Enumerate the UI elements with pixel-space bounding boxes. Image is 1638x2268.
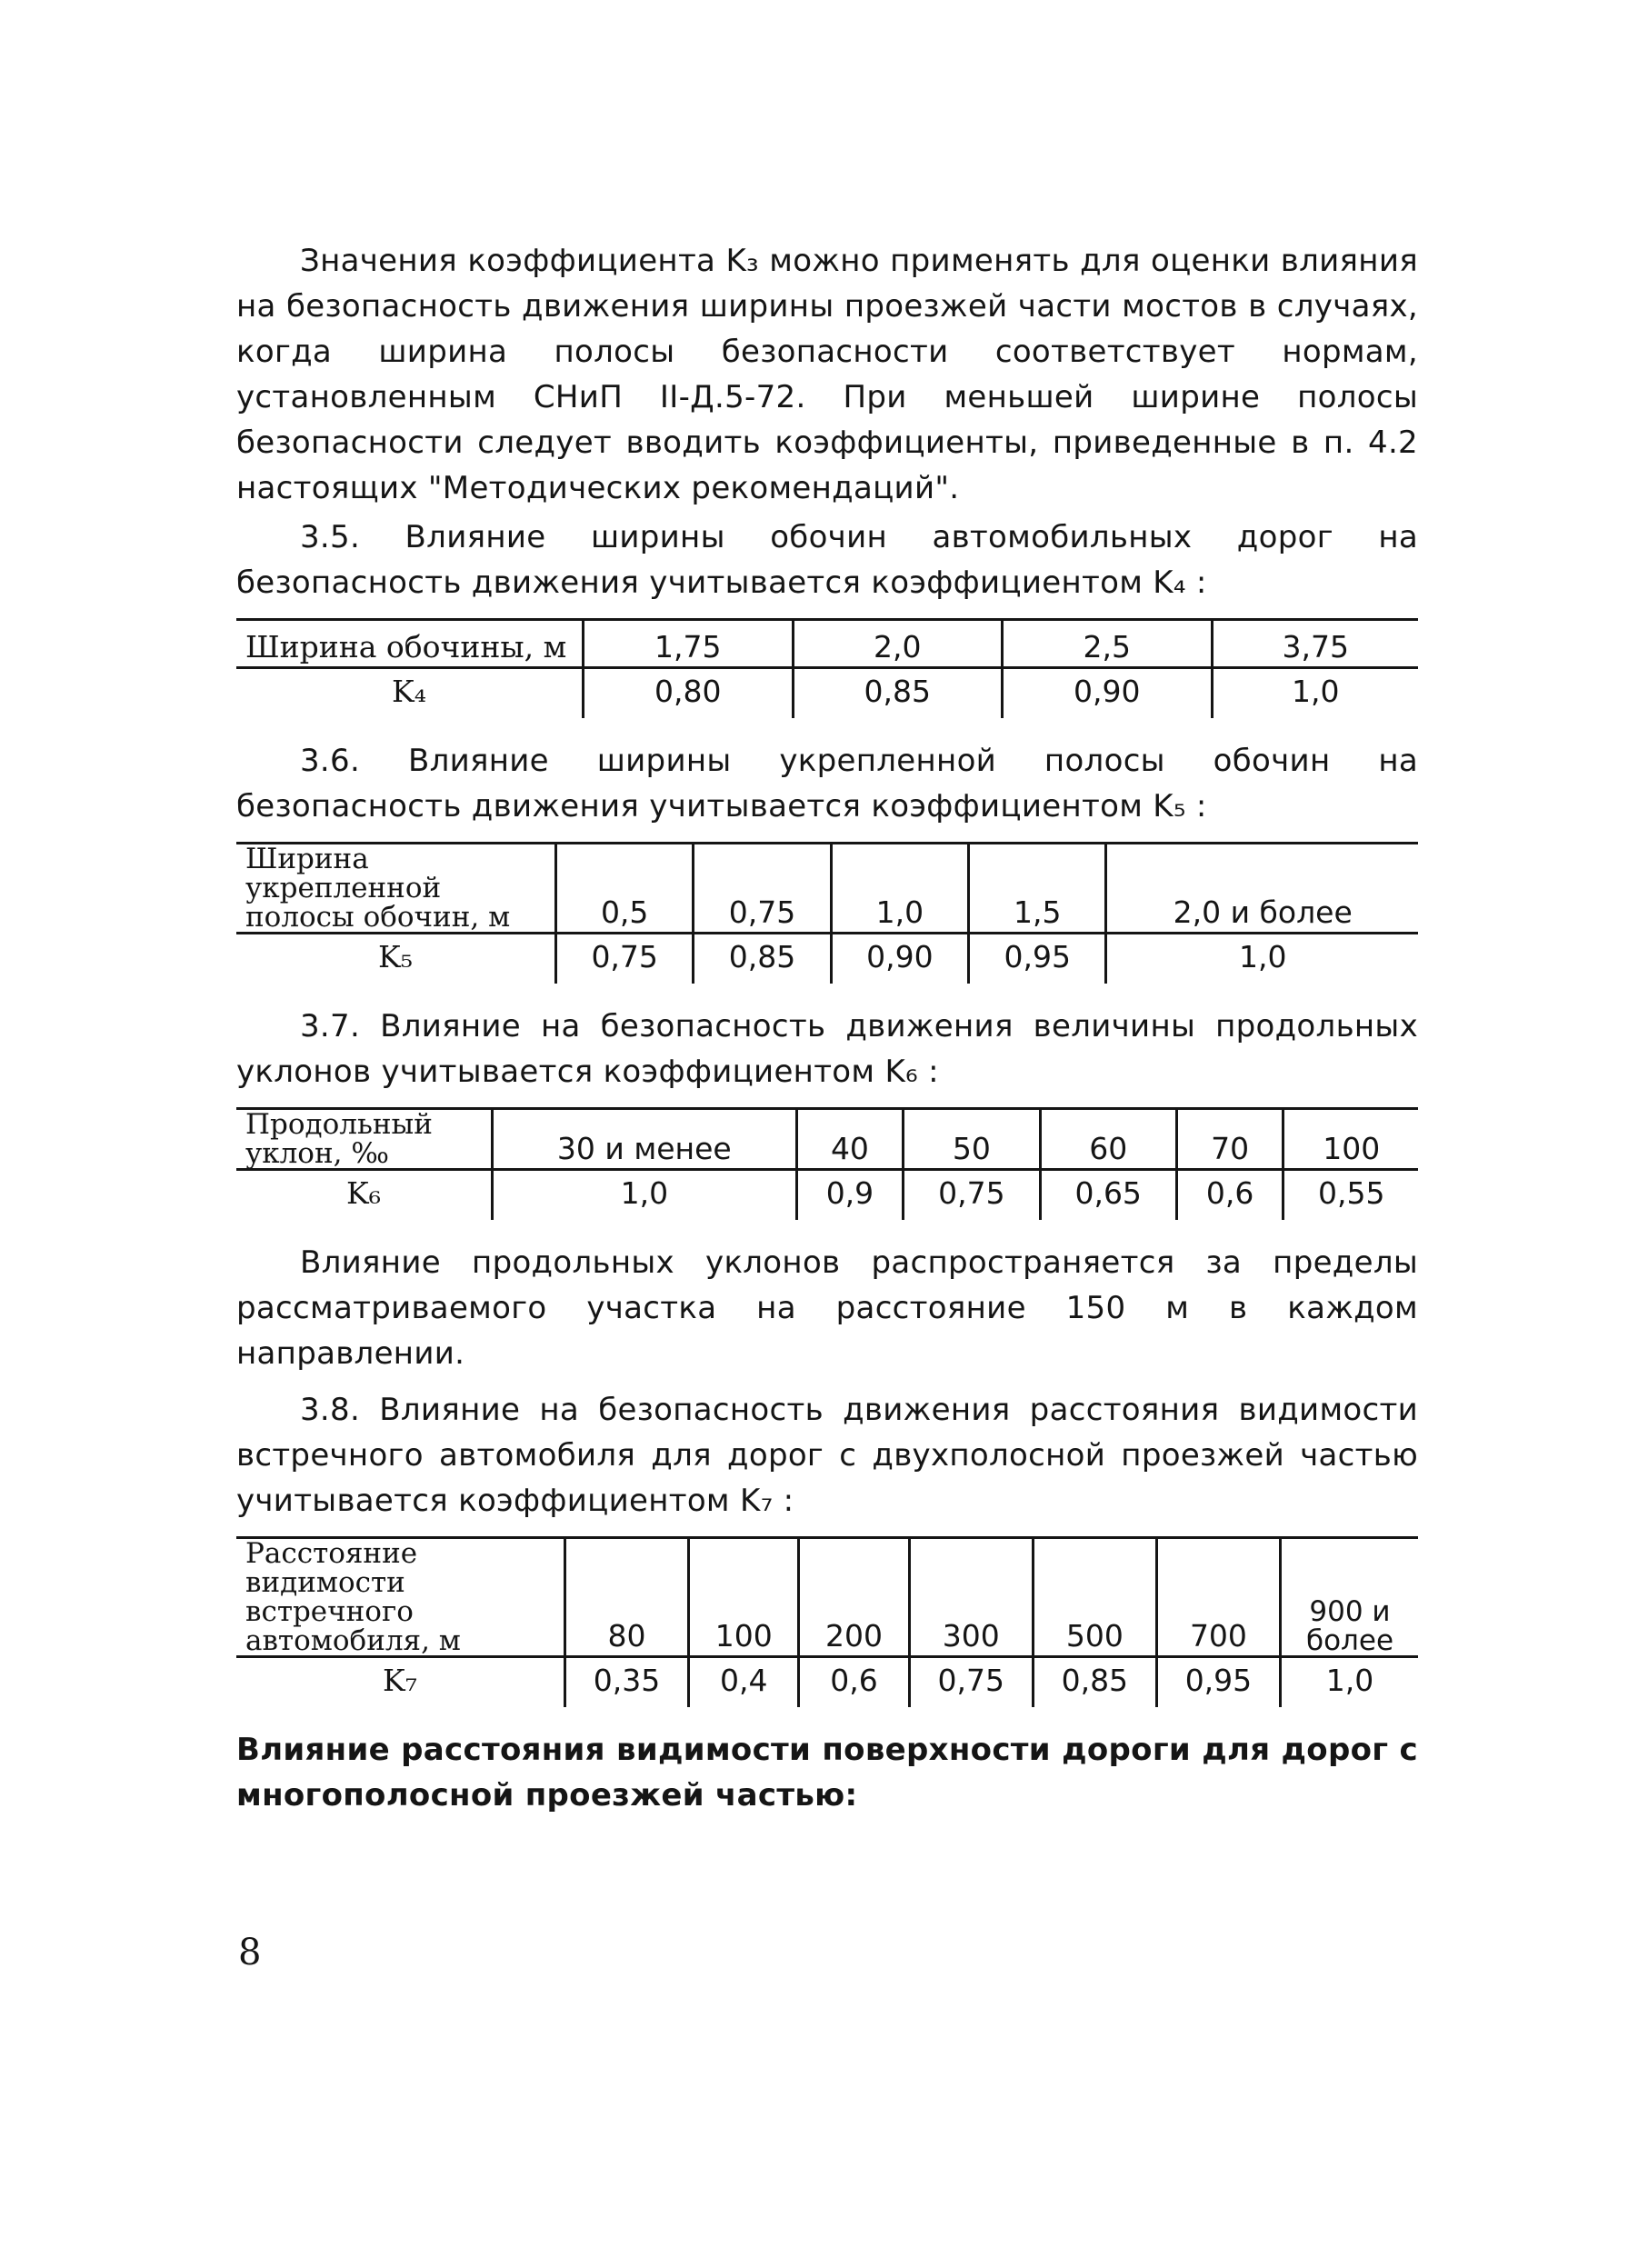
table-k7-header-cell: 900 и более: [1281, 1538, 1419, 1657]
table-k4-value-cell: 0,90: [1003, 668, 1213, 719]
table-k7-header-cell: 700: [1156, 1538, 1280, 1657]
table-k7-value-cell: 1,0: [1281, 1657, 1419, 1708]
table-k5-header-cell: 1,5: [969, 844, 1106, 934]
table-k6-value-cell: 0,65: [1040, 1170, 1176, 1221]
table-k5-value-row: [236, 934, 1418, 984]
table-k5-value-cell: 1,0: [1106, 934, 1418, 984]
table-k6-header-label: Продольный уклон, ‰: [236, 1109, 493, 1170]
multilane-visibility-text: Влияние расстояния видимости поверхности дороги для дорог с многополосной проезжей частью:: [236, 1732, 1418, 1813]
table-k4-header-row: [236, 620, 1418, 668]
text-column: [236, 238, 1418, 1818]
table-k5-header-cell: 0,75: [694, 844, 831, 934]
table-k6-value-row: [236, 1170, 1418, 1221]
table-k6-header-cell: 40: [796, 1109, 904, 1170]
table-k7-value-cell: 0,6: [799, 1657, 909, 1708]
table-k5-value-cell: 0,95: [969, 934, 1106, 984]
table-k7-header-cell: 500: [1033, 1538, 1156, 1657]
table-k7-header-cell: 80: [565, 1538, 689, 1657]
table-k4-value-cell: 0,80: [584, 668, 794, 719]
table-k5-header-cell: 2,0 и более: [1106, 844, 1418, 934]
table-k4-value-row: [236, 668, 1418, 719]
table-k7-header-label: Расстояние видимости встречного автомобиля, м: [236, 1538, 565, 1657]
table-k7: [236, 1536, 1418, 1707]
table-k5-value-cell: 0,85: [694, 934, 831, 984]
section-3-7-text: 3.7. Влияние на безопасность движения величины продольных уклонов учитывается коэффициентом K₆ :: [236, 1008, 1418, 1090]
table-k7-value-cell: 0,95: [1156, 1657, 1280, 1708]
table-k6-value-cell: 0,9: [796, 1170, 904, 1221]
table-k4-values-label: K₄: [392, 674, 426, 709]
table-k6-header-cell: 30 и менее: [493, 1109, 797, 1170]
slope-extent-text: Влияние продольных уклонов распространяется за пределы рассматриваемого участка на расстояние 150 м в каждом направлении.: [236, 1244, 1418, 1372]
table-k5-values-label: K₅: [378, 939, 413, 974]
table-k5-header-label: Ширина укрепленной полосы обочин, м: [236, 844, 556, 934]
table-k7-value-cell: 0,85: [1033, 1657, 1156, 1708]
table-k7-values-label: K₇: [383, 1663, 417, 1698]
table-k4-header-label: Ширина обочины, м: [236, 620, 584, 668]
table-k7-value-cell: 0,35: [565, 1657, 689, 1708]
table-k6-header-cell: 70: [1176, 1109, 1283, 1170]
table-k7-header-cell: 200: [799, 1538, 909, 1657]
table-k6-header-cell: 100: [1283, 1109, 1418, 1170]
table-k6-value-cell: 1,0: [493, 1170, 797, 1221]
table-k7-header-row: [236, 1538, 1418, 1657]
table-k4: [236, 618, 1418, 718]
table-k7-value-row: [236, 1657, 1418, 1708]
table-k5: [236, 842, 1418, 984]
table-k6: [236, 1107, 1418, 1220]
table-k4-value-cell: 0,85: [793, 668, 1003, 719]
section-3-6-text: 3.6. Влияние ширины укрепленной полосы обочин на безопасность движения учитывается коэффициентом K₅ :: [236, 743, 1418, 824]
table-k6-header-cell: 60: [1040, 1109, 1176, 1170]
table-k4-header-cell: 3,75: [1212, 620, 1418, 668]
table-k7-header-cell: 300: [909, 1538, 1033, 1657]
table-k6-header-row: [236, 1109, 1418, 1170]
section-3-8-text: 3.8. Влияние на безопасность движения расстояния видимости встречного автомобиля для дорог с двухполосной проезжей частью учитывается коэффициентом K₇ :: [236, 1392, 1418, 1519]
table-k5-header-cell: 1,0: [831, 844, 968, 934]
table-k4-header-cell: 1,75: [584, 620, 794, 668]
table-k7-value-cell: 0,75: [909, 1657, 1033, 1708]
page-number: 8: [238, 1932, 262, 1973]
section-3-5-text: 3.5. Влияние ширины обочин автомобильных дорог на безопасность движения учитывается коэффициентом K₄ :: [236, 519, 1418, 601]
paragraph-k3-note: Значения коэффициента K₃ можно применять для оценки влияния на безопасность движения ширины проезжей части мостов в случаях, когда ширина полосы безопасности соответствует нормам, установленным СНиП II-Д.5-72. При меньшей ширине полосы безопасности следует вводить коэффициенты, приведенные в п. 4.2 настоящих "Методических рекомендаций".: [236, 243, 1418, 506]
table-k6-values-label: K₆: [346, 1175, 381, 1211]
table-k6-value-cell: 0,75: [904, 1170, 1040, 1221]
table-k6-value-cell: 0,55: [1283, 1170, 1418, 1221]
table-k4-header-cell: 2,5: [1003, 620, 1213, 668]
table-k5-value-cell: 0,90: [831, 934, 968, 984]
table-k7-value-cell: 0,4: [689, 1657, 799, 1708]
table-k6-header-cell: 50: [904, 1109, 1040, 1170]
table-k4-header-cell: 2,0: [793, 620, 1003, 668]
table-k6-value-cell: 0,6: [1176, 1170, 1283, 1221]
table-k7-header-cell: 100: [689, 1538, 799, 1657]
table-k5-header-cell: 0,5: [556, 844, 694, 934]
table-k5-value-cell: 0,75: [556, 934, 694, 984]
table-k5-header-row: [236, 844, 1418, 934]
table-k4-value-cell: 1,0: [1212, 668, 1418, 719]
